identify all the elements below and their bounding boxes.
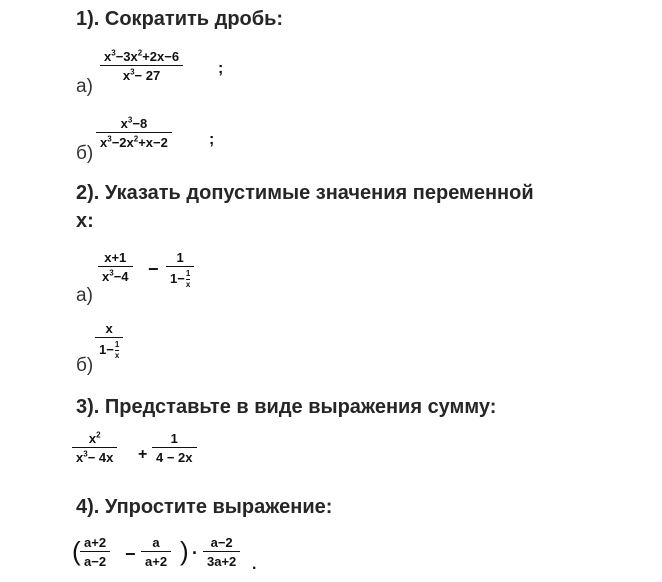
- task2-a-fraction1: [98, 251, 133, 283]
- task3-plus: +: [138, 446, 148, 463]
- task3-f2-denominator: 4 − 2x: [156, 450, 193, 465]
- task4-heading: 4). Упростите выражение:: [76, 496, 333, 518]
- task1-b-label: б): [76, 143, 94, 164]
- task4-fraction2: [141, 536, 171, 568]
- task3-fraction1: [72, 432, 117, 464]
- task1-b-numerator: $x^3-8$: [120, 115, 148, 131]
- task4-f1-denominator: a−2: [84, 554, 107, 569]
- task3-f1-denominator: $x^3- 4x$: [76, 449, 114, 465]
- task1-a-fraction: [100, 50, 183, 82]
- task2-heading-line1: 2). Указать допустимые значения переменной: [76, 182, 534, 204]
- task4-minus: −: [125, 544, 136, 564]
- task1-a-denominator: $x^3- 27$: [122, 67, 161, 83]
- task4-left-paren: (: [72, 536, 81, 566]
- task1-a-numerator: $x^3-3x^2+2x-6$: [104, 48, 180, 64]
- task2-b-denominator: 1− $\frac{1}{x}$: [99, 340, 120, 360]
- task4-f3-denominator: 3a+2: [207, 554, 237, 569]
- task4-dot: ·: [192, 543, 198, 563]
- task4-f1-numerator: a+2: [84, 535, 107, 550]
- task2-a-f1-numerator: x+1: [104, 250, 127, 265]
- task2-b-label: б): [76, 355, 94, 376]
- task4-f2-denominator: a+2: [145, 554, 168, 569]
- task2-b-nested-fraction: $\frac{1}{x}$: [114, 340, 120, 360]
- task3-f2-numerator: 1: [170, 431, 178, 446]
- task2-b-fraction: [95, 322, 123, 360]
- task1-b-denominator: $x^3-2x^2+x-2$: [100, 134, 168, 150]
- task4-f3-numerator: a−2: [210, 535, 233, 550]
- task3-fraction2: [152, 432, 197, 464]
- task4-fraction3: [203, 536, 240, 568]
- task3-f1-numerator: $x^2$: [88, 430, 101, 446]
- task3-heading: 3). Представьте в виде выражения сумму:: [76, 396, 497, 418]
- task2-a-label: а): [76, 285, 93, 306]
- task2-a-f2-numerator: 1: [176, 250, 184, 265]
- task2-b-numerator: x: [105, 321, 113, 336]
- task2-a-minus: −: [148, 259, 159, 279]
- task1-a-semicolon: ;: [218, 60, 224, 77]
- task2-heading-line2: x:: [76, 210, 94, 232]
- task4-f2-numerator: a: [152, 535, 160, 550]
- task4-period: .: [252, 556, 257, 573]
- task1-a-label: а): [76, 76, 93, 97]
- task2-a-f2-denominator: 1− $\frac{1}{x}$: [170, 269, 191, 289]
- task2-a-fraction2: [166, 251, 194, 289]
- task1-b-semicolon: ;: [209, 131, 215, 148]
- task2-a-f1-denominator: $x^3-4$: [102, 268, 129, 284]
- task1-b-fraction: [96, 117, 172, 149]
- task1-heading: 1). Сократить дробь:: [76, 8, 284, 30]
- task2-a-nested-fraction: $\frac{1}{x}$: [185, 269, 191, 289]
- task4-fraction1: [80, 536, 110, 568]
- task4-right-paren: ): [180, 536, 189, 566]
